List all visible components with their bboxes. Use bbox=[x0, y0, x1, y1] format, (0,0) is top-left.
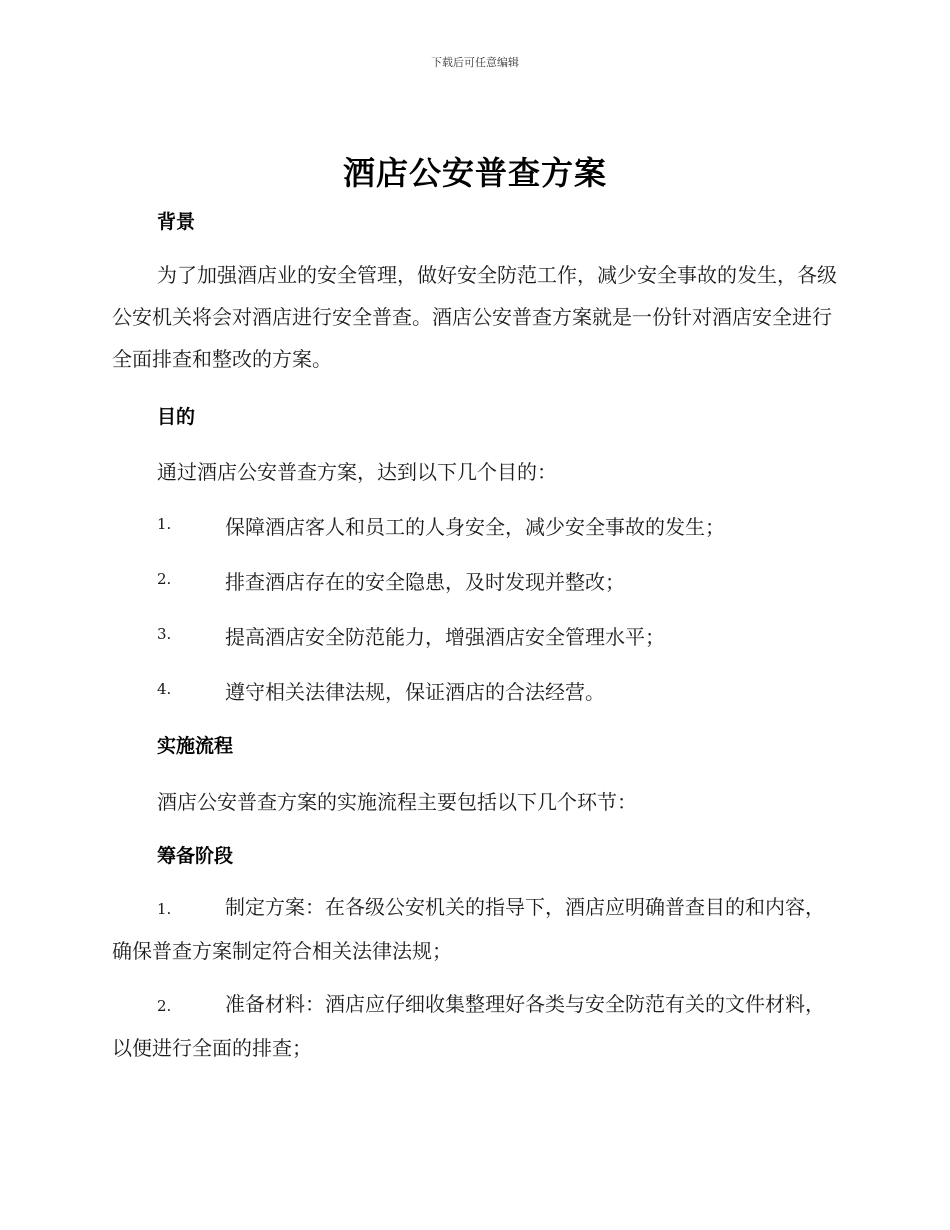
section-heading-background: 背景 bbox=[157, 211, 196, 233]
list-text: 遵守相关法律法规，保证酒店的合法经营。 bbox=[225, 680, 605, 704]
list-number: 1. bbox=[157, 900, 172, 918]
purpose-intro: 通过酒店公安普查方案，达到以下几个目的： bbox=[157, 460, 557, 484]
list-number: 2. bbox=[157, 570, 172, 588]
process-intro: 酒店公安普查方案的实施流程主要包括以下几个环节： bbox=[157, 790, 637, 814]
background-paragraph bbox=[112, 254, 842, 380]
header-note: 下载后可任意编辑 bbox=[431, 56, 519, 69]
background-text: 为了加强酒店业的安全管理，做好安全防范工作，减少安全事故的发生，各级公安机关将会对酒店进行安全普查。酒店公安普查方案就是一份针对酒店安全进行全面排查和整改的方案。 bbox=[112, 263, 837, 371]
section-heading-purpose: 目的 bbox=[157, 406, 196, 428]
section-heading-preparation: 筹备阶段 bbox=[157, 845, 234, 867]
list-text: 排查酒店存在的安全隐患，及时发现并整改； bbox=[225, 570, 625, 594]
list-text: 保障酒店客人和员工的人身安全，减少安全事故的发生； bbox=[225, 515, 725, 539]
list-number: 4. bbox=[157, 680, 172, 698]
list-item bbox=[112, 886, 842, 972]
list-number: 3. bbox=[157, 625, 172, 643]
list-number: 2. bbox=[157, 997, 172, 1015]
document-title: 酒店公安普查方案 bbox=[342, 154, 607, 192]
list-text: 制定方案：在各级公安机关的指导下，酒店应明确普查目的和内容，确保普查方案制定符合相关法律法规； bbox=[112, 895, 825, 963]
list-item bbox=[112, 983, 842, 1069]
list-text: 提高酒店安全防范能力，增强酒店安全管理水平； bbox=[225, 625, 665, 649]
list-number: 1. bbox=[157, 515, 172, 533]
list-text: 准备材料：酒店应仔细收集整理好各类与安全防范有关的文件材料，以便进行全面的排查； bbox=[112, 992, 825, 1060]
section-heading-process: 实施流程 bbox=[157, 735, 234, 757]
